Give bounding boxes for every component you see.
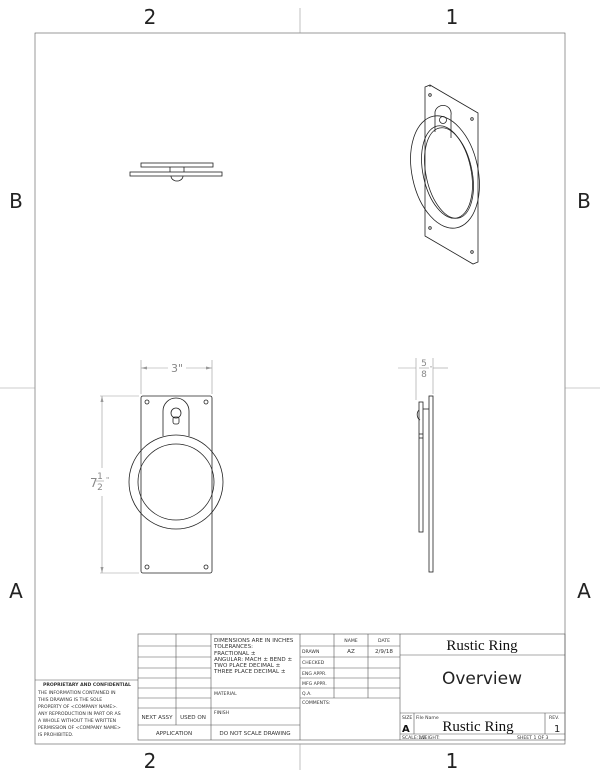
svg-text:PROPERTY OF <COMPANY NAME>.: PROPERTY OF <COMPANY NAME>. xyxy=(38,705,118,710)
depth-unit: " xyxy=(430,366,433,372)
depth-dimension xyxy=(398,358,448,400)
comments-label: COMMENTS: xyxy=(302,701,331,706)
name-header: NAME xyxy=(344,639,358,644)
file-name-label: File Name xyxy=(416,716,439,721)
size-label: SIZE xyxy=(402,716,413,721)
zone-label-top-1: 1 xyxy=(445,5,459,29)
svg-text:THIS DRAWING IS THE SOLE: THIS DRAWING IS THE SOLE xyxy=(38,698,103,703)
proprietary-text xyxy=(37,690,121,738)
do-not-scale-label: DO NOT SCALE DRAWING xyxy=(219,731,291,737)
svg-text:DIMENSIONS ARE IN INCHES: DIMENSIONS ARE IN INCHES xyxy=(214,638,294,644)
approval-row-qa: Q.A. xyxy=(302,692,312,697)
zone-label-bottom-1: 1 xyxy=(445,749,459,773)
height-denominator: 2 xyxy=(97,483,103,493)
zone-label-bottom-2: 2 xyxy=(143,749,157,773)
svg-text:TOLERANCES:: TOLERANCES: xyxy=(214,644,254,650)
svg-text:IS PROHIBITED.: IS PROHIBITED. xyxy=(38,733,74,738)
height-unit: " xyxy=(106,476,110,484)
zone-label-left-B: B xyxy=(9,189,23,213)
approval-row-checked: CHECKED xyxy=(302,661,325,666)
isometric-view xyxy=(401,85,489,264)
height-whole: 7 xyxy=(90,476,98,490)
zone-label-right-B: B xyxy=(577,189,591,213)
svg-text:THREE PLACE DECIMAL ±: THREE PLACE DECIMAL ± xyxy=(214,669,286,675)
svg-text:FRACTIONAL ±: FRACTIONAL ± xyxy=(214,651,256,657)
proprietary-heading: PROPRIETARY AND CONFIDENTIAL xyxy=(42,683,132,688)
front-view xyxy=(129,396,223,573)
svg-text:ANGULAR: MACH ± BEND ±: ANGULAR: MACH ± BEND ± xyxy=(214,657,293,663)
drawing-subtitle: Overview xyxy=(441,669,523,689)
tolerances-text xyxy=(213,638,294,675)
depth-numerator: 5 xyxy=(421,359,427,369)
svg-text:THE INFORMATION CONTAINED IN: THE INFORMATION CONTAINED IN xyxy=(38,691,116,696)
side-view xyxy=(417,396,433,572)
svg-text:2/9/18: 2/9/18 xyxy=(374,649,394,655)
width-dimension xyxy=(141,360,212,394)
zone-label-top-2: 2 xyxy=(143,5,157,29)
finish-label: FINISH xyxy=(214,711,230,716)
next-assy-label: NEXT ASSY xyxy=(141,715,173,721)
drawing-title: Rustic Ring xyxy=(446,638,518,654)
depth-denominator: 8 xyxy=(421,370,427,380)
svg-text:DRAWN: DRAWN xyxy=(302,650,320,655)
application-label: APPLICATION xyxy=(155,731,193,737)
width-dimension-text: 3" xyxy=(170,362,184,375)
svg-text:A WHOLE WITHOUT THE WRITTEN: A WHOLE WITHOUT THE WRITTEN xyxy=(38,719,117,724)
zone-label-left-A: A xyxy=(9,579,23,603)
svg-text:TWO PLACE DECIMAL ±: TWO PLACE DECIMAL ± xyxy=(214,663,281,669)
top-view xyxy=(130,163,222,181)
date-header: DATE xyxy=(378,639,390,644)
sheet-label: SHEET 1 OF 3 xyxy=(517,736,549,741)
file-name: Rustic Ring xyxy=(442,719,514,735)
approval-row-eng: ENG APPR. xyxy=(302,672,327,677)
svg-text:ANY REPRODUCTION IN PART OR AS: ANY REPRODUCTION IN PART OR AS xyxy=(38,712,121,717)
approval-row-drawn xyxy=(302,649,393,655)
height-dimension xyxy=(90,396,139,573)
zone-label-right-A: A xyxy=(577,579,591,603)
svg-text:PERMISSION OF <COMPANY NAME>: PERMISSION OF <COMPANY NAME> xyxy=(38,726,121,731)
rev-value: 1 xyxy=(554,724,561,735)
rev-label: REV. xyxy=(549,716,560,721)
approval-row-mfg: MFG APPR. xyxy=(302,682,327,687)
scale-label: SCALE:1:2 xyxy=(402,736,426,741)
weight-label: WEIGHT: xyxy=(420,736,440,741)
material-label: MATERIAL xyxy=(214,692,237,697)
height-numerator: 1 xyxy=(97,472,103,482)
size-value: A xyxy=(402,724,410,735)
svg-text:AZ: AZ xyxy=(347,649,355,655)
used-on-label: USED ON xyxy=(180,715,206,721)
